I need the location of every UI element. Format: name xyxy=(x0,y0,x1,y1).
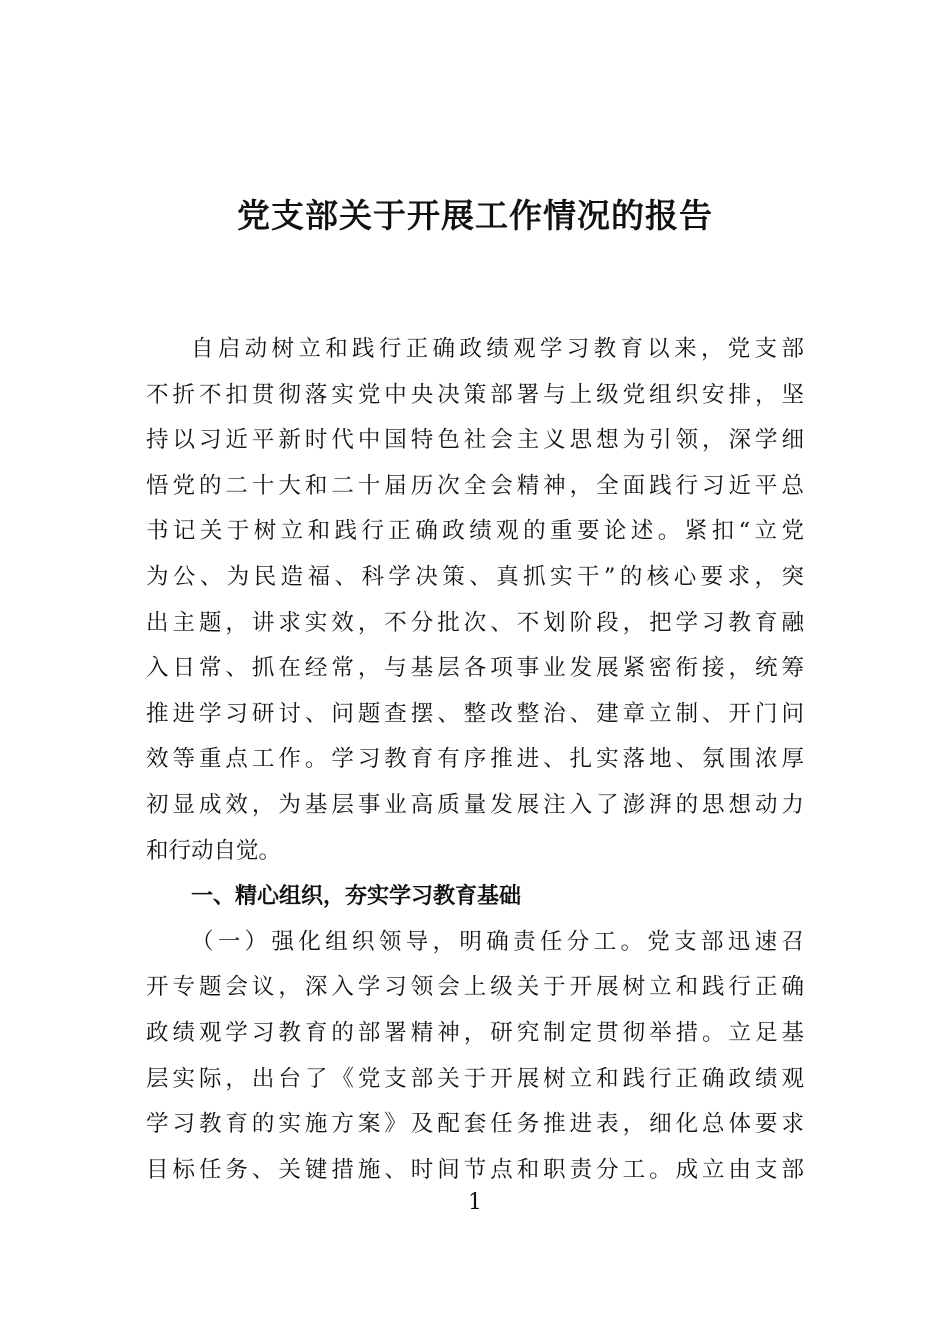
paragraph-line: 持以习近平新时代中国特色社会主义思想为引领，深学细 xyxy=(146,427,804,454)
paragraph-line: 悟党的二十大和二十届历次全会精神，全面践行习近平总 xyxy=(146,472,804,499)
paragraph-line: 入日常、抓在经常，与基层各项事业发展紧密衔接，统筹 xyxy=(146,655,804,682)
paragraph-line: 初显成效，为基层事业高质量发展注入了澎湃的思想动力 xyxy=(146,791,804,818)
section-heading: 一、精心组织，夯实学习教育基础 xyxy=(191,884,522,910)
paragraph-line: 为公、为民造福、科学决策、真抓实干”的核心要求，突 xyxy=(146,563,804,590)
paragraph-line: 开专题会议，深入学习领会上级关于开展树立和践行正确 xyxy=(146,974,804,1001)
paragraph-line: 层实际，出台了《党支部关于开展树立和践行正确政绩观 xyxy=(146,1065,804,1092)
section-paragraph xyxy=(146,920,804,1194)
intro-paragraph xyxy=(146,327,804,874)
document-body xyxy=(146,327,804,1193)
paragraph-line: 不折不扣贯彻落实党中央决策部署与上级党组织安排，坚 xyxy=(146,381,804,408)
paragraph-line: 自启动树立和践行正确政绩观学习教育以来，党支部 xyxy=(191,336,804,362)
document-title: 党支部关于开展工作情况的报告 xyxy=(237,196,713,235)
paragraph-line: 学习教育的实施方案》及配套任务推进表，细化总体要求 xyxy=(146,1111,804,1138)
paragraph-line: 效等重点工作。学习教育有序推进、扎实落地、氛围浓厚 xyxy=(146,746,804,773)
paragraph-line: 目标任务、关键措施、时间节点和职责分工。成立由支部 xyxy=(146,1156,804,1183)
page-number: 1 xyxy=(468,1190,482,1215)
paragraph-line: 出主题，讲求实效，不分批次、不划阶段，把学习教育融 xyxy=(146,609,804,636)
paragraph-line: 政绩观学习教育的部署精神，研究制定贯彻举措。立足基 xyxy=(146,1019,804,1046)
paragraph-line: 推进学习研讨、问题查摆、整改整治、建章立制、开门问 xyxy=(146,700,804,727)
paragraph-line: 书记关于树立和践行正确政绩观的重要论述。紧扣“立党 xyxy=(146,518,804,545)
paragraph-line: （一）强化组织领导，明确责任分工。党支部迅速召 xyxy=(191,928,804,955)
paragraph-line: 和行动自觉。 xyxy=(146,837,282,864)
